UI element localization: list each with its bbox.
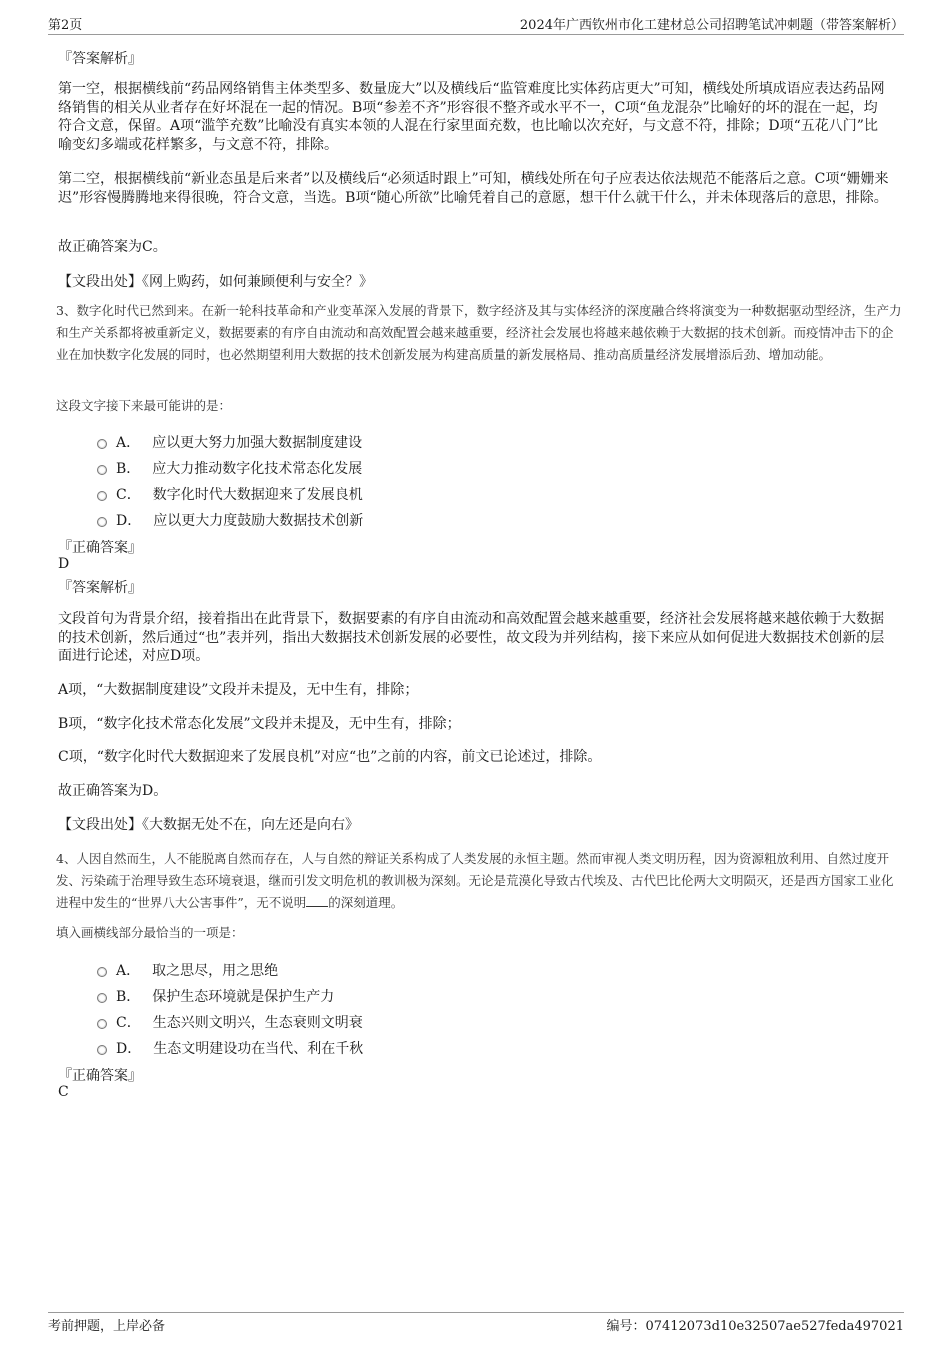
q4-answer-label: 『正确答案』 <box>58 1068 142 1084</box>
q4-prompt: 填入画横线部分最恰当的一项是： <box>56 925 244 940</box>
q3-analysis-label: 『答案解析』 <box>58 580 142 596</box>
page-header <box>48 14 904 35</box>
q3-option-c[interactable]: C． 数字化时代大数据迎来了发展良机 <box>97 484 363 504</box>
q3-note-a: A项，“大数据制度建设”文段并未提及，无中生有，排除； <box>58 682 419 698</box>
q4-option-a[interactable]: A． 取之思尽，用之思绝 <box>97 960 278 980</box>
page-footer <box>48 1312 904 1335</box>
radio-icon[interactable] <box>97 967 107 977</box>
q3-answer: D <box>58 556 70 572</box>
q2-source: 【文段出处】《网上购药，如何兼顾便利与安全？》 <box>58 274 373 290</box>
radio-icon[interactable] <box>97 993 107 1003</box>
page-number: 第2页 <box>48 18 83 33</box>
q4-option-d[interactable]: D． 生态文明建设功在当代、利在千秋 <box>97 1038 363 1058</box>
q2-analysis-p2: 第二空，根据横线前“新业态虽是后来者”以及横线后“必须适时跟上”可知，横线处所在句子应表达依法规范不能落后之意。C项“姗姗来迟”形容慢腾腾地来得很晚，符合文意，当选。B项“随心所欲”比喻凭着自己的意愿，想干什么就干什么，并未体现落后的意思，排除。 <box>58 171 889 206</box>
fill-blank <box>306 894 328 907</box>
radio-icon[interactable] <box>97 465 107 475</box>
q3-conclusion: 故正确答案为D。 <box>58 783 168 799</box>
q3-stem: 3、数字化时代已然到来。在新一轮科技革命和产业变革深入发展的背景下，数字经济及其与实体经济的深度融合终将演变为一种数据驱动型经济，生产力和生产关系都将被重新定义，数据要素的有序自由流动和高效配置会越来越重要，经济社会发展也将越来越依赖于大数据的技术创新。而疫情冲击下的企业在加快数字化发展的同时，也必然期望利用大数据的技术创新发展为构建高质量的新发展格局、推动高质量经济发展增添后劲、增加动能。 <box>56 303 902 362</box>
q4-option-b[interactable]: B． 保护生态环境就是保护生产力 <box>97 986 334 1006</box>
q4-option-c[interactable]: C． 生态兴则文明兴，生态衰则文明衰 <box>97 1012 363 1032</box>
q3-source: 【文段出处】《大数据无处不在，向左还是向右》 <box>58 817 359 833</box>
q3-option-d[interactable]: D． 应以更大力度鼓励大数据技术创新 <box>97 510 363 530</box>
radio-icon[interactable] <box>97 517 107 527</box>
q4-stem: 4、人因自然而生，人不能脱离自然而存在，人与自然的辩证关系构成了人类发展的永恒主题。然而审视人类文明历程，因为资源粗放利用、自然过度开发、污染疏于治理导致生态环境衰退，继而引发文明危机的教训极为深刻。无论是荒漠化导致古代埃及、古代巴比伦两大文明陨灭，还是西方国家工业化进程中发生的“世界八大公害事件”，无不说明 的深刻道理。 <box>56 851 894 910</box>
q3-note-c: C项，“数字化时代大数据迎来了发展良机”对应“也”之前的内容，前文已论述过，排除。 <box>58 749 602 765</box>
document-title: 2024年广西钦州市化工建材总公司招聘笔试冲刺题（带答案解析） <box>519 18 904 33</box>
footer-slogan: 考前押题，上岸必备 <box>48 1319 166 1334</box>
q3-prompt: 这段文字接下来最可能讲的是： <box>56 398 232 413</box>
q3-note-b: B项，“数字化技术常态化发展”文段并未提及，无中生有，排除； <box>58 716 461 732</box>
radio-icon[interactable] <box>97 491 107 501</box>
q4-answer: C <box>58 1084 69 1100</box>
q2-analysis-label: 『答案解析』 <box>58 51 142 67</box>
q2-conclusion: 故正确答案为C。 <box>58 239 167 255</box>
radio-icon[interactable] <box>97 1019 107 1029</box>
radio-icon[interactable] <box>97 439 107 449</box>
q3-option-b[interactable]: B． 应大力推动数字化技术常态化发展 <box>97 458 362 478</box>
q2-analysis-p1: 第一空，根据横线前“药品网络销售主体类型多、数量庞大”以及横线后“监管难度比实体药店更大”可知，横线处所填成语应表达药品网络销售的相关从业者存在好坏混在一起的情况。B项“参差不齐”形容很不整齐或水平不一，C项“鱼龙混杂”比喻好的坏的混在一起，均符合文意，保留。A项“滥竽充数”比喻没有真实本领的人混在行家里面充数，也比喻以次充好，与文意不符，排除；D项“五花八门”比喻变幻多端或花样繁多，与文意不符，排除。 <box>58 81 885 153</box>
radio-icon[interactable] <box>97 1045 107 1055</box>
q3-analysis: 文段首句为背景介绍，接着指出在此背景下，数据要素的有序自由流动和高效配置会越来越重要，经济社会发展将越来越依赖于大数据的技术创新，然后通过“也”表并列，指出大数据技术创新发展的必要性，故文段为并列结构，接下来应从如何促进大数据技术创新的层面进行论述，对应D项。 <box>58 611 885 664</box>
document-id: 编号：07412073d10e32507ae527feda497021 <box>606 1319 904 1334</box>
q3-option-a[interactable]: A． 应以更大努力加强大数据制度建设 <box>97 432 362 452</box>
q3-answer-label: 『正确答案』 <box>58 540 142 556</box>
